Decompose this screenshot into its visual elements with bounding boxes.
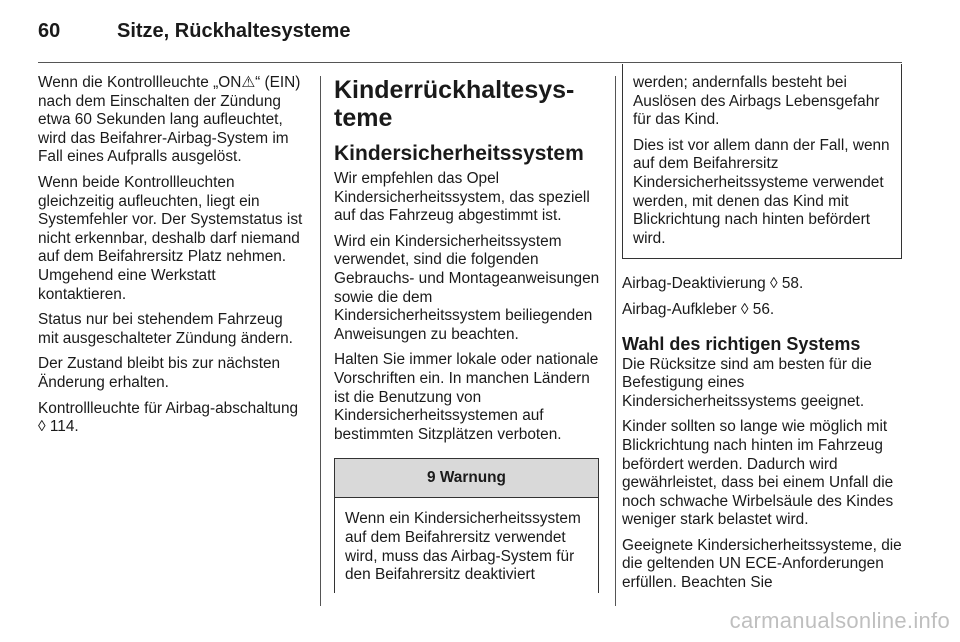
paragraph: Halten Sie immer lokale oder nationale Vorschriften ein. In manchen Ländern ist die Benutzung von Kindersicherheitssystemen auf bestimmten Sitzplätzen verboten. [334, 351, 599, 443]
subsection-heading: Kindersicherheitssystem [334, 142, 584, 165]
paragraph: Der Zustand bleibt bis zur nächsten Änderung erhalten. [38, 355, 281, 391]
paragraph: Kinder sollten so lange wie möglich mit Blickrichtung nach hinten im Fahrzeug befördert werden. Dadurch wird gewährleistet, dass bei einem Unfall die noch schwache Wirbelsäule des Kindes weniger stark belastet wird. [622, 418, 894, 529]
paragraph: Status nur bei stehendem Fahrzeug mit ausgeschalteter Zündung ändern. [38, 311, 293, 347]
watermark: carmanualsonline.info [729, 608, 950, 633]
paragraph: Wenn beide Kontrollleuchten gleichzeitig aufleuchten, liegt ein Systemfehler vor. Der Systemstatus ist nicht erkennbar, deshalb darf niemand auf dem Beifahrersitz Platz nehmen. Umgehend eine Werkstatt kontaktieren. [38, 173, 303, 303]
section-heading: Kinderrückhaltesysteme [334, 76, 575, 132]
paragraph: Wenn die Kontrollleuchte „ON⚠“ (EIN) nach dem Einschalten der Zündung etwa 60 Sekunden lang aufleuchtet, wird das Beifahrer-Airbag-System im Fall eines Aufpralls ausgelöst. [38, 74, 301, 166]
column-3 [622, 74, 902, 600]
page-header [38, 14, 900, 54]
chapter-title: Sitze, Rückhaltesysteme [117, 20, 351, 42]
warning-text: Wenn ein Kindersicherheitssystem auf dem Beifahrersitz verwendet wird, muss das Airbag-System für den Beifahrersitz deaktiviert [345, 510, 581, 584]
subsection-heading: Wahl des richtigen Systems [622, 333, 861, 354]
column-divider-2 [615, 76, 616, 606]
cross-reference[interactable]: Kontrollleuchte für Airbag-abschaltung ◊ 114. [38, 399, 299, 436]
paragraph: Geeignete Kindersicherheitssysteme, die die geltenden UN ECE-Anforderungen erfüllen. Beachten Sie [622, 536, 902, 592]
paragraph: Wird ein Kindersicherheitssystem verwendet, sind die folgenden Gebrauchs- und Montageanweisungen sowie die dem Kindersicherheitssystem beiliegenden Anweisungen zu beachten. [334, 232, 600, 343]
page-number: 60 [38, 20, 61, 42]
column-1 [38, 74, 306, 444]
paragraph: Die Rücksitze sind am besten für die Befestigung eines Kindersicherheitssystems geeignet. [622, 355, 872, 410]
warning-text: Dies ist vor allem dann der Fall, wenn auf dem Beifahrersitz Kindersicherheitssysteme verwendet werden, mit denen das Kind mit Blickrichtung nach hinten befördert wird. [633, 136, 890, 247]
warning-box [334, 458, 599, 592]
column-2 [334, 74, 602, 593]
cross-reference[interactable]: Airbag-Aufkleber ◊ 56. [622, 300, 775, 318]
header-rule [38, 62, 902, 63]
warning-title: 9 Warnung [335, 459, 598, 498]
warning-box-continued [622, 64, 902, 259]
column-divider-1 [320, 76, 321, 606]
warning-text: werden; andernfalls besteht bei Auslösen des Airbags Lebensgefahr für das Kind. [633, 74, 880, 129]
cross-reference[interactable]: Airbag-Deaktivierung ◊ 58. [622, 275, 804, 293]
paragraph: Wir empfehlen das Opel Kindersicherheitssystem, das speziell auf das Fahrzeug abgestimmt ist. [334, 170, 590, 225]
